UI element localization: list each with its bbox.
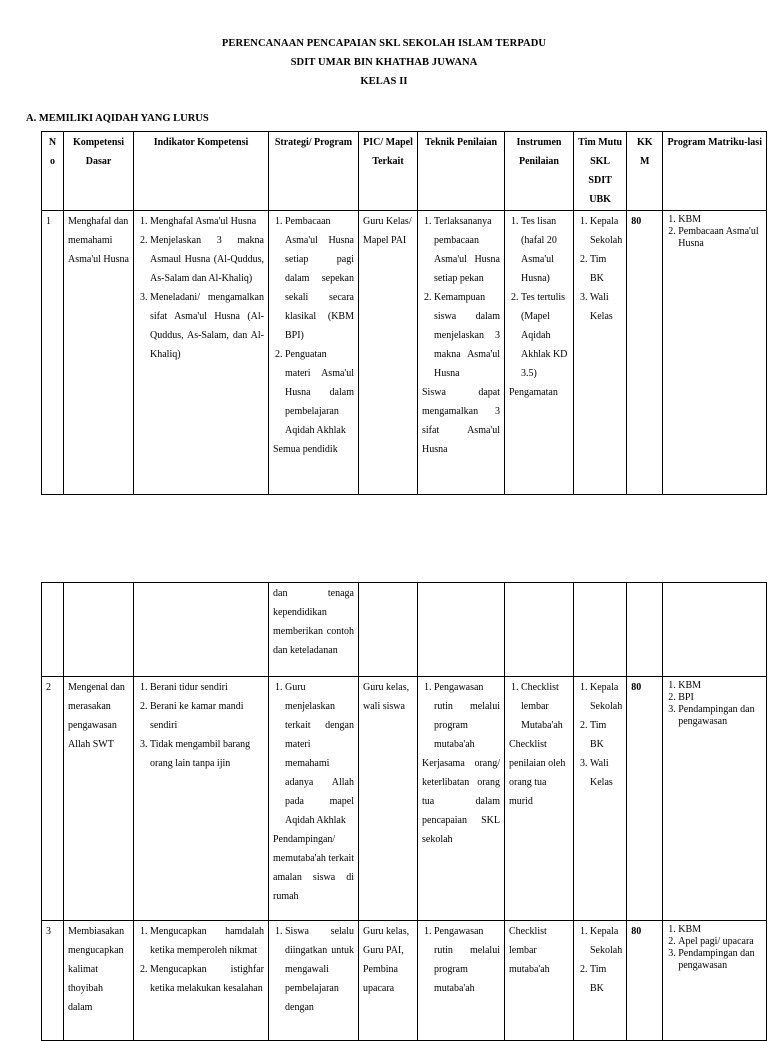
list-item: 3. Wali Kelas bbox=[590, 754, 622, 792]
list-item: 2. Kemampuan siswa dalam menjelaskan 3 makna Asma'ul Husna bbox=[434, 288, 500, 383]
header-pic: PIC/ Mapel Terkait bbox=[359, 132, 418, 211]
table-row bbox=[42, 583, 767, 677]
cell-tim bbox=[574, 921, 627, 1041]
list-item: 1. Menghafal Asma'ul Husna bbox=[150, 212, 264, 231]
header-no: N o bbox=[42, 132, 64, 211]
list-item: 2. Penguatan materi Asma'ul Husna dalam pembelajaran Aqidah Akhlak bbox=[285, 345, 354, 440]
list-item: 3. Pendampingan dan pengawasan bbox=[678, 704, 762, 728]
section-heading: A. MEMILIKI AQIDAH YANG LURUS bbox=[26, 113, 209, 124]
list-item: 3. Pendampingan dan pengawasan bbox=[678, 948, 762, 972]
cell-indikator bbox=[134, 677, 269, 921]
doc-title-line2: SDIT UMAR BIN KHATHAB JUWANA bbox=[290, 57, 478, 68]
list-item: 2. Apel pagi/ upacara bbox=[678, 936, 762, 948]
header-strategi: Strategi/ Program bbox=[269, 132, 359, 211]
instrumen-extra: Pengamatan bbox=[509, 387, 558, 398]
cell-instrumen bbox=[505, 677, 574, 921]
list-item: 1. KBM bbox=[678, 924, 762, 936]
cell-teknik bbox=[418, 677, 505, 921]
header-program: Program Matriku-lasi bbox=[663, 132, 767, 211]
cell-pic: Guru kelas, wali siswa bbox=[359, 677, 418, 921]
header-kd: Kompetensi Dasar bbox=[64, 132, 134, 211]
doc-title-line3: KELAS II bbox=[360, 76, 408, 87]
cell-kd: Mengenal dan merasakan pengawasan Allah SWT bbox=[64, 677, 134, 921]
table-row bbox=[42, 921, 767, 1041]
teknik-extra: Kerjasama orang/ keterlibatan orang tua dalam pencapaian SKL sekolah bbox=[422, 758, 500, 845]
list-item: 2. Menjelaskan 3 makna Asmaul Husna (Al-Quddus, As-Salam dan Al-Khaliq) bbox=[150, 231, 264, 288]
list-item: 2. BPI bbox=[678, 692, 762, 704]
list-item: 2. Berani ke kamar mandi sendiri bbox=[150, 697, 264, 735]
header-teknik: Teknik Penilaian bbox=[418, 132, 505, 211]
header-kkm: KK M bbox=[627, 132, 663, 211]
table-row bbox=[42, 677, 767, 921]
cell-pic: Guru kelas, Guru PAI, Pembina upacara bbox=[359, 921, 418, 1041]
list-item: 1. Kepala Sekolah bbox=[590, 922, 622, 960]
cell-program bbox=[663, 677, 767, 921]
list-item: 2. Mengucapkan istighfar ketika melakukan kesalahan bbox=[150, 960, 264, 998]
list-item: 3. Meneladani/ mengamalkan sifat Asma'ul Husna (Al-Quddus, As-Salam, dan Al-Khaliq) bbox=[150, 288, 264, 364]
list-item: 1. KBM bbox=[678, 214, 762, 226]
list-item: 2. Tim BK bbox=[590, 716, 622, 754]
strategi-extra: Pendampingan/ memutaba'ah terkait amalan siswa di rumah bbox=[273, 834, 354, 902]
list-item: 2. Tim BK bbox=[590, 250, 622, 288]
cell-strategi bbox=[269, 921, 359, 1041]
list-item: 1. Pengawasan rutin melalui program mutaba'ah bbox=[434, 922, 500, 998]
list-item: 1. Pengawasan rutin melalui program mutaba'ah bbox=[434, 678, 500, 754]
list-item: 1. Mengucapkan hamdalah ketika memperoleh nikmat bbox=[150, 922, 264, 960]
cell-kkm: 80 bbox=[627, 211, 663, 495]
cell-no: 2 bbox=[42, 677, 64, 921]
header-indikator: Indikator Kompetensi bbox=[134, 132, 269, 211]
list-item: 1. Pembacaan Asma'ul Husna setiap pagi dalam sepekan sekali secara klasikal (KBM BPI) bbox=[285, 212, 354, 345]
cell-strategi-cont: dan tenaga kependidikan memberikan contoh dan keteladanan bbox=[269, 583, 359, 677]
skl-table-part2 bbox=[41, 582, 767, 1041]
list-item: 1. Berani tidur sendiri bbox=[150, 678, 264, 697]
list-item: 1. Checklist lembar Mutaba'ah bbox=[521, 678, 569, 735]
header-tim: Tim Mutu SKL SDIT UBK bbox=[574, 132, 627, 211]
strategi-extra: Semua pendidik bbox=[273, 444, 338, 455]
teknik-extra: Siswa dapat mengamalkan 3 sifat Asma'ul Husna bbox=[422, 387, 500, 455]
skl-table-part1 bbox=[41, 131, 767, 495]
cell-strategi bbox=[269, 677, 359, 921]
list-item: 3. Wali Kelas bbox=[590, 288, 622, 326]
doc-title-line1: PERENCANAAN PENCAPAIAN SKL SEKOLAH ISLAM TERPADU bbox=[221, 38, 547, 49]
cell-teknik bbox=[418, 211, 505, 495]
cell-program bbox=[663, 921, 767, 1041]
cell-teknik bbox=[418, 921, 505, 1041]
cell-kkm: 80 bbox=[627, 677, 663, 921]
cell-no: 1 bbox=[42, 211, 64, 495]
list-item: 1. Terlaksananya pembacaan Asma'ul Husna setiap pekan bbox=[434, 212, 500, 288]
cell-kd: Membiasakan mengucapkan kalimat thoyibah dalam bbox=[64, 921, 134, 1041]
cell-indikator bbox=[134, 211, 269, 495]
table-row bbox=[42, 211, 767, 495]
cell-kkm: 80 bbox=[627, 921, 663, 1041]
list-item: 2. Tes tertulis (Mapel Aqidah Akhlak KD 3.5) bbox=[521, 288, 569, 383]
list-item: 2. Tim BK bbox=[590, 960, 622, 998]
cell-program bbox=[663, 211, 767, 495]
cell-no: 3 bbox=[42, 921, 64, 1041]
cell-strategi bbox=[269, 211, 359, 495]
list-item: 1. Siswa selalu diingatkan untuk mengawali pembelajaran dengan bbox=[285, 922, 354, 1017]
cell-instrumen: Checklist lembar mutaba'ah bbox=[505, 921, 574, 1041]
instrumen-extra: Checklist penilaian oleh orang tua murid bbox=[509, 739, 566, 807]
header-instrumen: Instrumen Penilaian bbox=[505, 132, 574, 211]
list-item: 1. Guru menjelaskan terkait dengan materi memahami adanya Allah pada mapel Aqidah Akhlak bbox=[285, 678, 354, 830]
list-item: 3. Tidak mengambil barang orang lain tanpa ijin bbox=[150, 735, 264, 773]
cell-indikator bbox=[134, 921, 269, 1041]
list-item: 1. Kepala Sekolah bbox=[590, 212, 622, 250]
list-item: 1. KBM bbox=[678, 680, 762, 692]
cell-pic: Guru Kelas/ Mapel PAI bbox=[359, 211, 418, 495]
list-item: 2. Pembacaan Asma'ul Husna bbox=[678, 226, 762, 250]
cell-kd: Menghafal dan memahami Asma'ul Husna bbox=[64, 211, 134, 495]
list-item: 1. Tes lisan (hafal 20 Asma'ul Husna) bbox=[521, 212, 569, 288]
list-item: 1. Kepala Sekolah bbox=[590, 678, 622, 716]
cell-instrumen bbox=[505, 211, 574, 495]
cell-tim bbox=[574, 211, 627, 495]
table-header-row bbox=[42, 132, 767, 211]
cell-tim bbox=[574, 677, 627, 921]
